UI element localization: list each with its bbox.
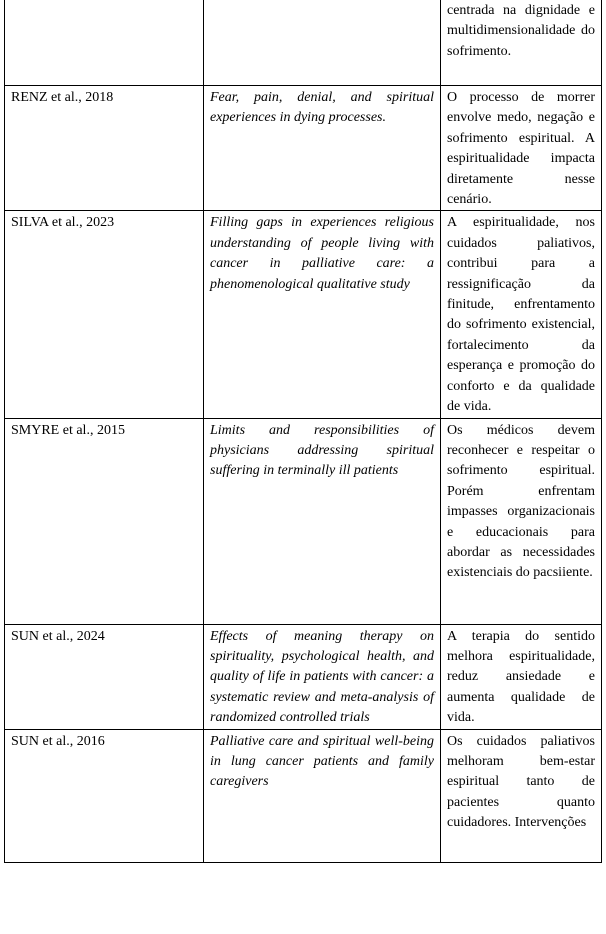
author-cell: SILVA et al., 2023 — [5, 211, 204, 418]
finding-cell: A espiritualidade, nos cuidados paliativos, contribui para a ressignificação da finitude, enfrentamento do sofrimento existencial, fortalecimento da esperança e promoção do conforto e da qualidade de vida. — [441, 211, 602, 418]
title-cell: Filling gaps in experiences religious understanding of people living with cancer in palliative care: a phenomenological qualitative study — [204, 211, 441, 418]
author-cell: SMYRE et al., 2015 — [5, 418, 204, 624]
title-cell: Fear, pain, denial, and spiritual experiences in dying processes. — [204, 86, 441, 211]
title-cell: Limits and responsibilities of physicians addressing spiritual suffering in terminally ill patients — [204, 418, 441, 624]
author-cell — [5, 0, 204, 86]
table-row — [5, 418, 602, 624]
author-cell: RENZ et al., 2018 — [5, 86, 204, 211]
title-cell: Palliative care and spiritual well-being in lung cancer patients and family caregivers — [204, 729, 441, 862]
table-row — [5, 729, 602, 862]
finding-cell: centrada na dignidade e multidimensionalidade do sofrimento. — [441, 0, 602, 86]
table-row — [5, 624, 602, 729]
table-row — [5, 0, 602, 86]
title-cell — [204, 0, 441, 86]
table-row — [5, 211, 602, 418]
finding-cell: O processo de morrer envolve medo, negação e sofrimento espiritual. A espiritualidade impacta diretamente nesse cenário. — [441, 86, 602, 211]
literature-review-table — [4, 0, 602, 863]
title-cell: Effects of meaning therapy on spirituality, psychological health, and quality of life in patients with cancer: a systematic review and meta-analysis of randomized controlled trials — [204, 624, 441, 729]
finding-cell: Os médicos devem reconhecer e respeitar o sofrimento espiritual. Porém enfrentam impasses organizacionais e educacionais para abordar as necessidades existenciais do pacsiiente. — [441, 418, 602, 624]
finding-cell: Os cuidados paliativos melhoram bem-estar espiritual tanto de pacientes quanto cuidadores. Intervenções — [441, 729, 602, 862]
author-cell: SUN et al., 2024 — [5, 624, 204, 729]
table-row — [5, 86, 602, 211]
author-cell: SUN et al., 2016 — [5, 729, 204, 862]
finding-cell: A terapia do sentido melhora espiritualidade, reduz ansiedade e aumenta qualidade de vida. — [441, 624, 602, 729]
